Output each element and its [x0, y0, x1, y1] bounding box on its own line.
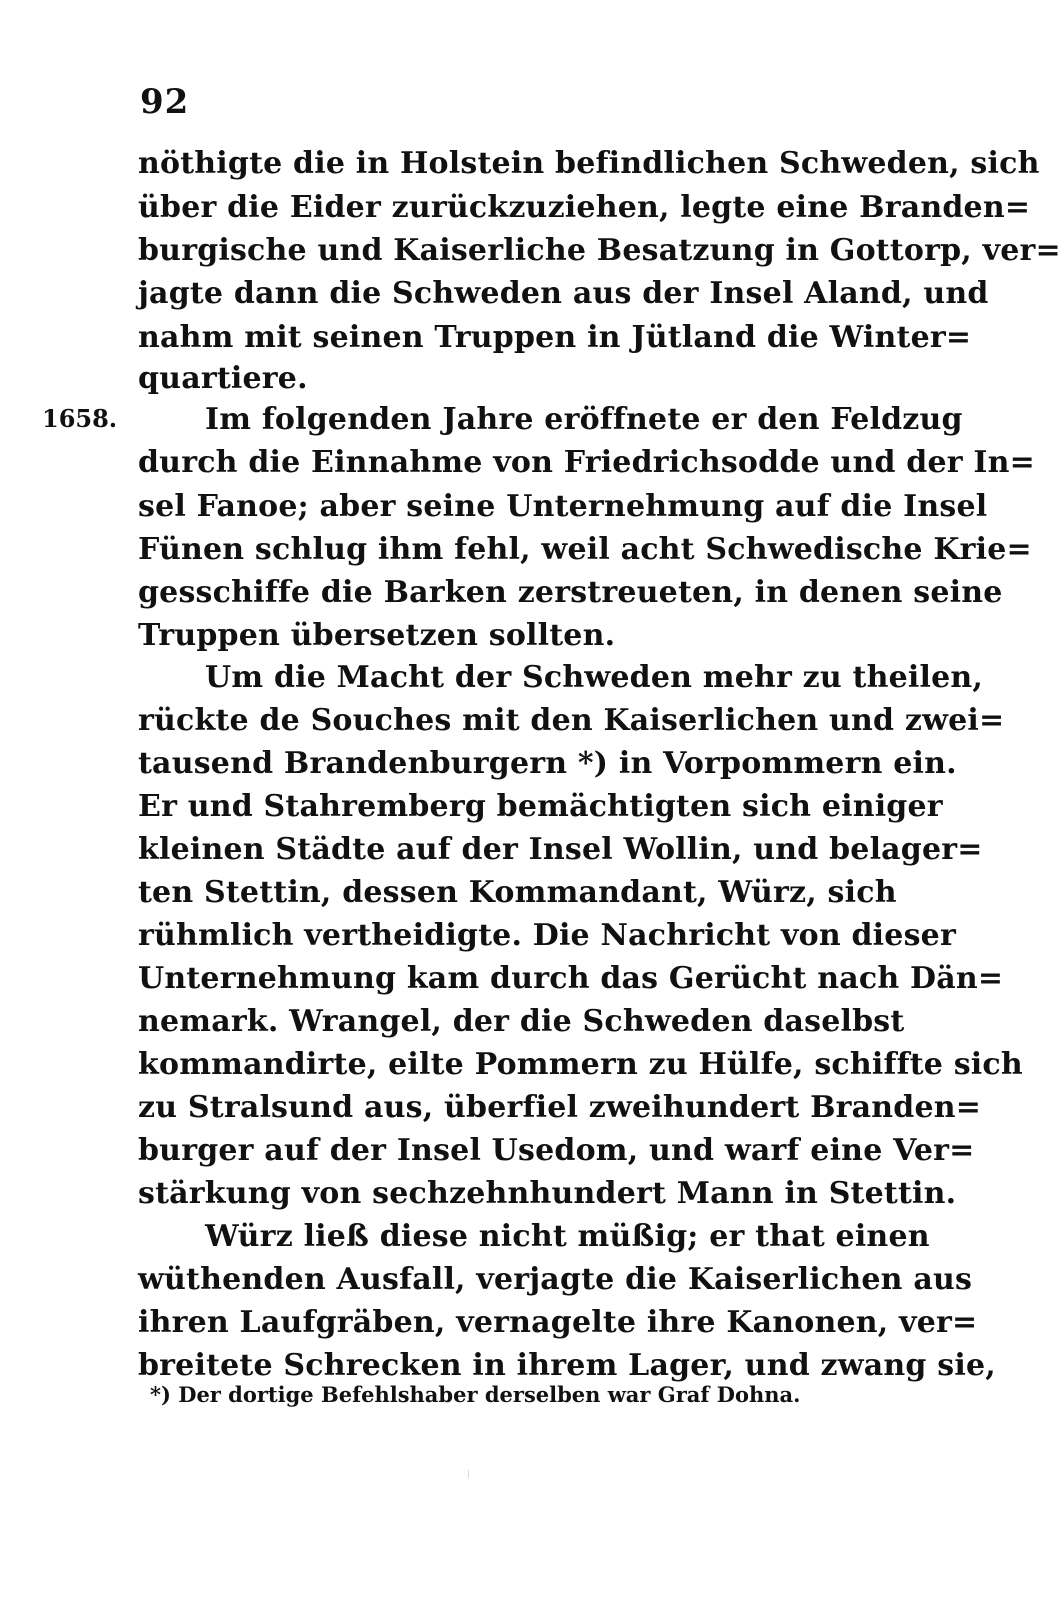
page-number: 92 — [140, 82, 190, 122]
text-line: kleinen Städte auf der Insel Wollin, und belager= — [138, 832, 983, 867]
text-line: Truppen übersetzen sollten. — [138, 618, 616, 653]
text-line: nöthigte die in Holstein befindlichen Schweden, sich — [138, 146, 1040, 181]
text-line: Würz ließ diese nicht müßig; er that einen — [205, 1219, 930, 1254]
text-line: tausend Brandenburgern *) in Vorpommern ein. — [138, 746, 957, 781]
text-line: stärkung von sechzehnhundert Mann in Stettin. — [138, 1176, 957, 1211]
text-line: jagte dann die Schweden aus der Insel Aland, und — [138, 276, 989, 311]
margin-year-note: 1658. — [42, 404, 118, 433]
text-line: burgische und Kaiserliche Besatzung in Gottorp, ver= — [138, 233, 1061, 268]
text-line: quartiere. — [138, 361, 308, 396]
text-line: rückte de Souches mit den Kaiserlichen und zwei= — [138, 703, 1005, 738]
text-line: sel Fanoe; aber seine Unternehmung auf die Insel — [138, 489, 988, 524]
text-line: Um die Macht der Schweden mehr zu theilen, — [205, 660, 984, 695]
text-line: durch die Einnahme von Friedrichsodde und der In= — [138, 445, 1035, 480]
text-line: zu Stralsund aus, überfiel zweihundert Branden= — [138, 1090, 982, 1125]
text-line: kommandirte, eilte Pommern zu Hülfe, schiffte sich — [138, 1047, 1023, 1082]
text-line: gesschiffe die Barken zerstreueten, in denen seine — [138, 575, 1003, 610]
text-line: über die Eider zurückzuziehen, legte eine Branden= — [138, 190, 1031, 225]
text-line: Fünen schlug ihm fehl, weil acht Schwedische Krie= — [138, 532, 1032, 567]
page-mark — [468, 1470, 469, 1478]
text-line: Unternehmung kam durch das Gerücht nach Dän= — [138, 961, 1004, 996]
text-line: ihren Laufgräben, vernagelte ihre Kanonen, ver= — [138, 1305, 978, 1340]
text-line: rühmlich vertheidigte. Die Nachricht von dieser — [138, 918, 956, 953]
text-line: Im folgenden Jahre eröffnete er den Feldzug — [205, 402, 963, 437]
text-line: breitete Schrecken in ihrem Lager, und zwang sie, — [138, 1348, 996, 1383]
text-line: Er und Stahremberg bemächtigten sich einiger — [138, 789, 943, 824]
text-line: ten Stettin, dessen Kommandant, Würz, sich — [138, 875, 897, 910]
text-line: burger auf der Insel Usedom, und warf eine Ver= — [138, 1133, 975, 1168]
text-line: nahm mit seinen Truppen in Jütland die Winter= — [138, 320, 972, 355]
text-line: nemark. Wrangel, der die Schweden daselbst — [138, 1004, 905, 1039]
text-line: wüthenden Ausfall, verjagte die Kaiserlichen aus — [138, 1262, 973, 1297]
footnote: *) Der dortige Befehlshaber derselben war Graf Dohna. — [150, 1382, 801, 1407]
